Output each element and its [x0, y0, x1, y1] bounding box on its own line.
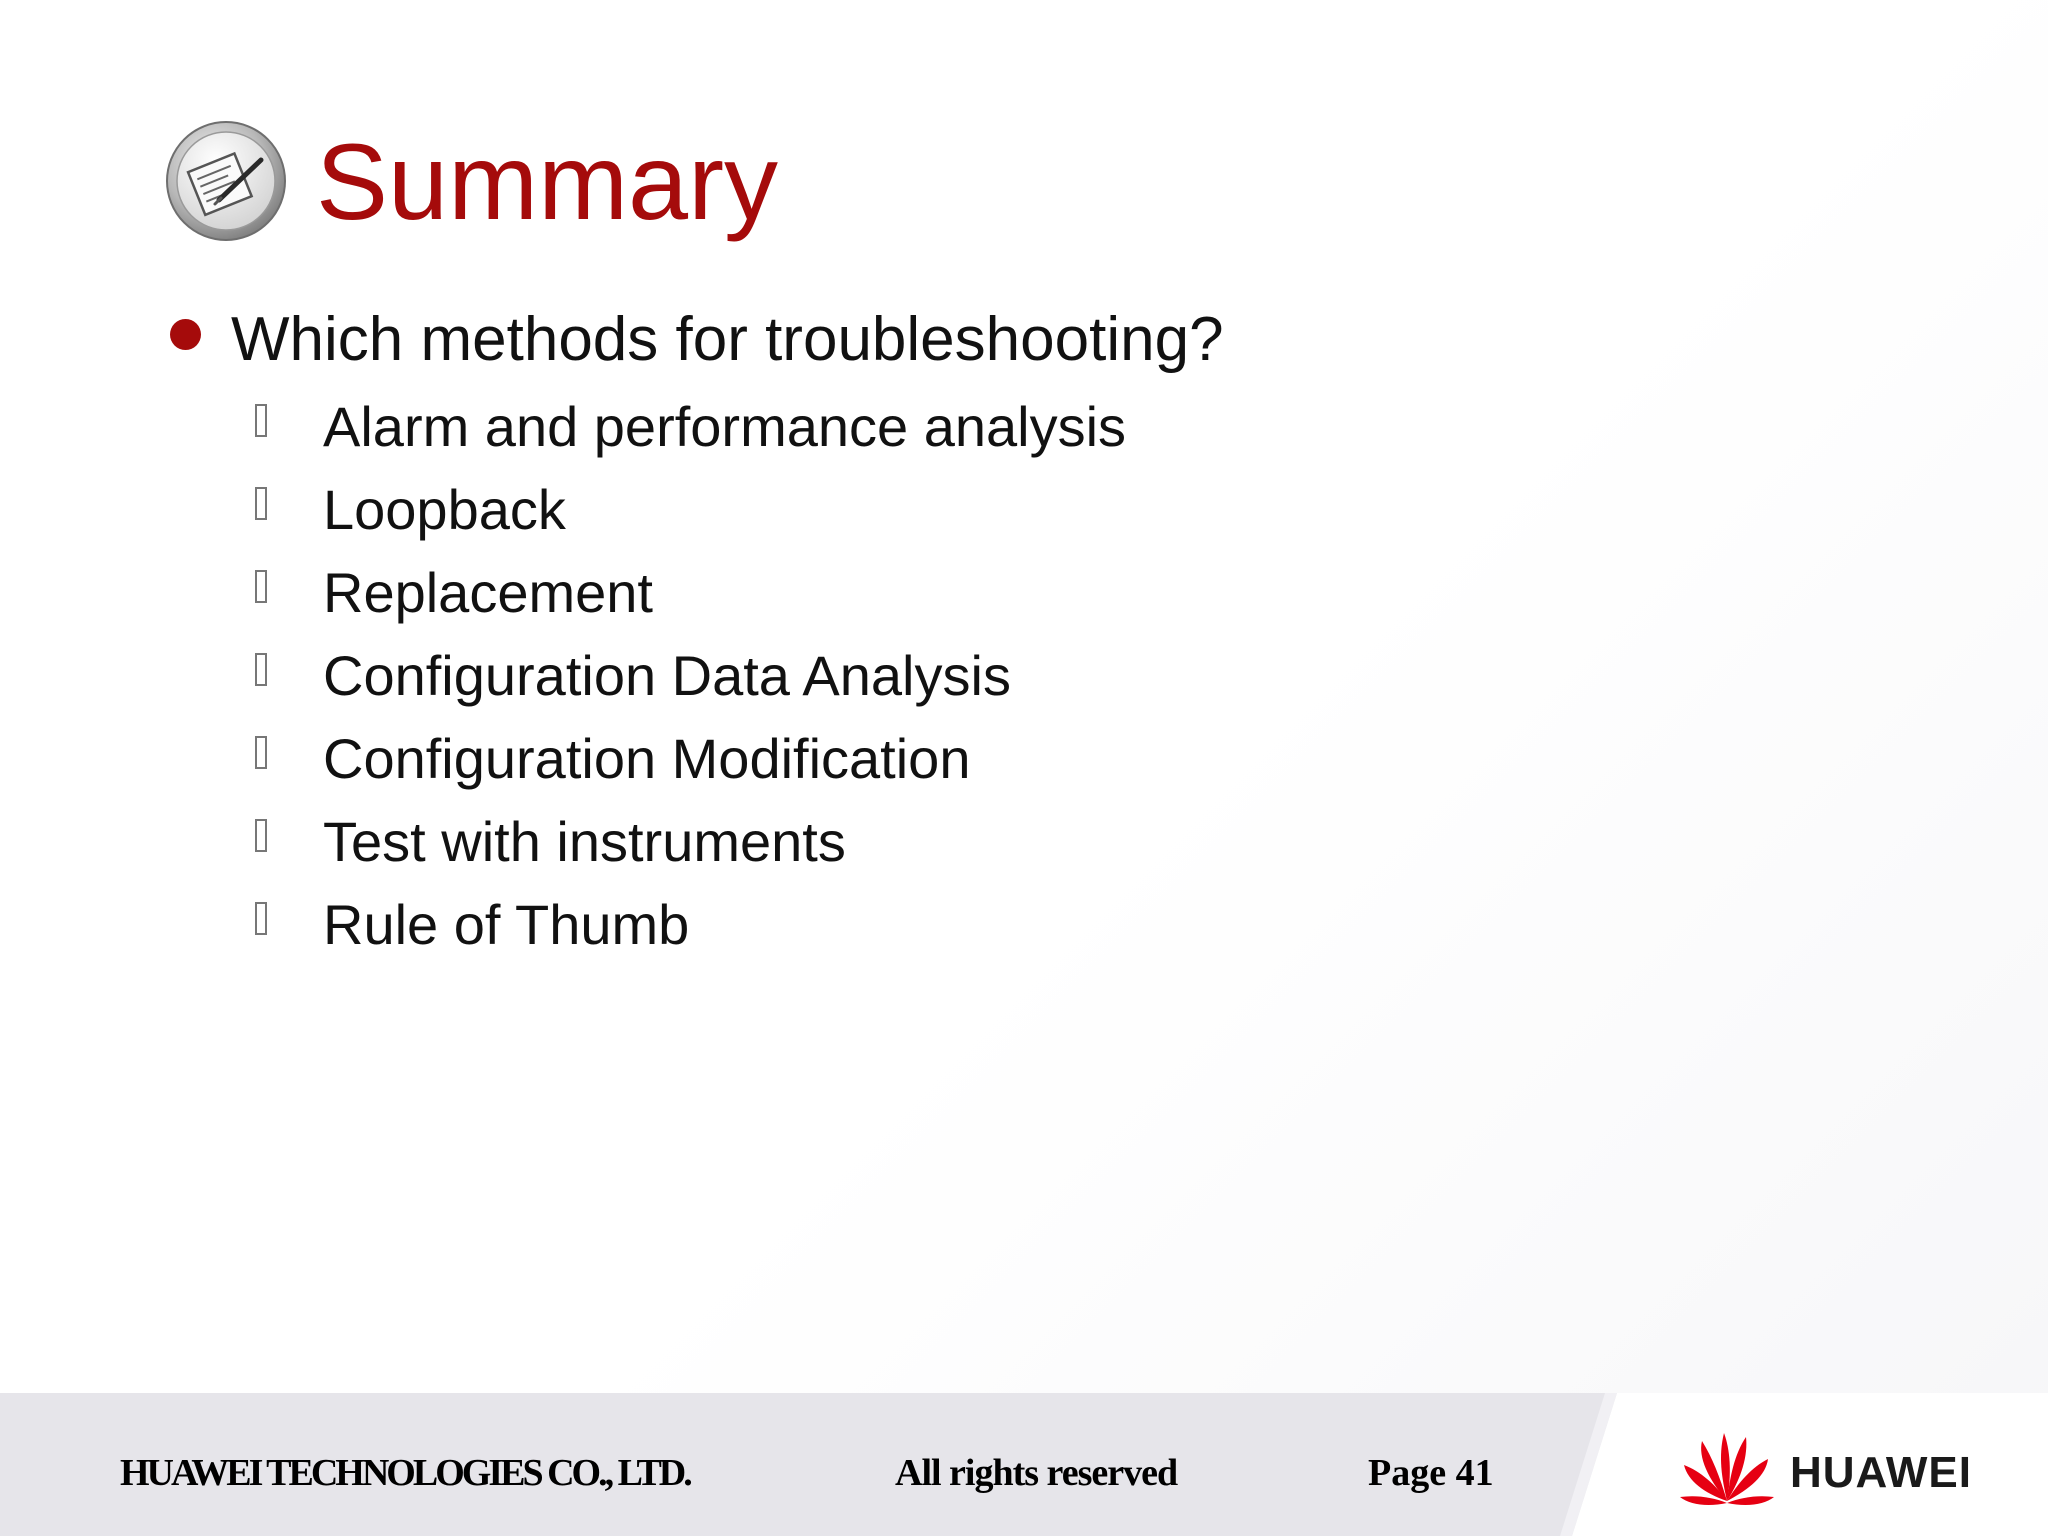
huawei-logo: [1678, 1427, 1998, 1517]
list-item: [250, 808, 1450, 891]
hollow-square-icon: [255, 902, 267, 935]
list-item: [250, 725, 1450, 808]
list-item: [250, 476, 1450, 559]
list-item-label: Configuration Modification: [323, 727, 971, 790]
list-item-label: Replacement: [323, 561, 653, 624]
huawei-flower-icon: [1678, 1427, 1776, 1505]
method-list: [250, 393, 1450, 974]
huawei-wordmark: HUAWEI: [1790, 1448, 1972, 1497]
hollow-square-icon: [255, 736, 267, 769]
hollow-square-icon: [255, 487, 267, 520]
hollow-square-icon: [255, 404, 267, 437]
list-item-label: Configuration Data Analysis: [323, 644, 1011, 707]
notepad-pen-icon: [165, 120, 287, 242]
list-item-label: Test with instruments: [323, 810, 846, 873]
company-name: HUAWEI TECHNOLOGIES CO., LTD.: [120, 1452, 690, 1494]
page-number: Page 41: [1368, 1452, 1494, 1494]
footer: [0, 1393, 2048, 1536]
list-item: [250, 642, 1450, 725]
page-title: Summary: [316, 121, 779, 242]
rights-notice: All rights reserved: [895, 1452, 1178, 1494]
main-bullet-dot: [170, 319, 201, 350]
list-item: [250, 393, 1450, 476]
hollow-square-icon: [255, 819, 267, 852]
list-item: [250, 559, 1450, 642]
list-item-label: Loopback: [323, 478, 566, 541]
hollow-square-icon: [255, 653, 267, 686]
main-question: Which methods for troubleshooting?: [231, 305, 1224, 374]
list-item: [250, 891, 1450, 974]
hollow-square-icon: [255, 570, 267, 603]
list-item-label: Rule of Thumb: [323, 893, 690, 956]
list-item-label: Alarm and performance analysis: [323, 395, 1127, 458]
